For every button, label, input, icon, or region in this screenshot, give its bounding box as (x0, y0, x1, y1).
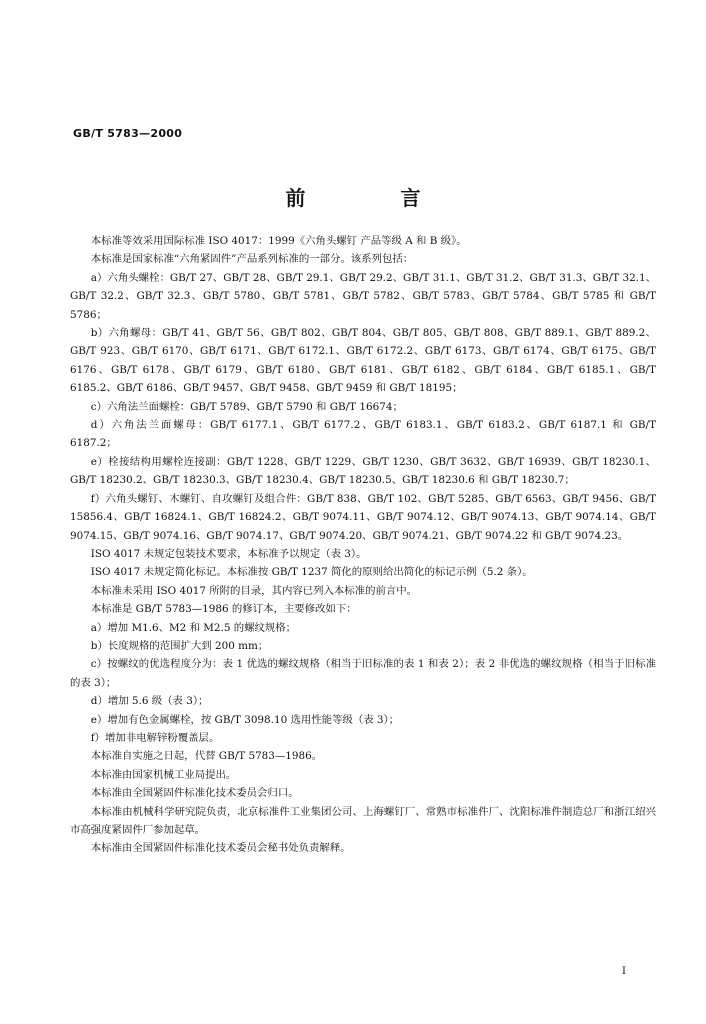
list-item-change-d: d）增加 5.6 级（表 3）； (90, 695, 209, 708)
list-item-change-e: e）增加有色金属螺栓，按 GB/T 3098.10 选用性能等级（表 3）； (90, 713, 400, 726)
paragraph-contents: 本标准未采用 ISO 4017 所附的目录，其内容已列入本标准的前言中。 (90, 584, 418, 597)
paragraph-packaging: ISO 4017 未规定包装技术要求，本标准予以规定（表 3）。 (90, 547, 367, 560)
list-item-hex-nuts: b）六角螺母：GB/T 41、GB/T 56、GB/T 802、GB/T 804、GB/T 805、GB/T 808、GB/T 889.1、GB/T 889.2、GB/T 923、GB/T 6170、GB/T 6171、GB/T 6172.1、GB/T 6172.2、GB/T 6173、GB/T 6174、GB/T 6175、GB/T 6176、GB/T 6178、GB/T 6179、GB/T 6180、GB/T 6181、GB/T 6182、GB/T 6184、GB/T 6185.1、GB/T 6185.2、GB/T 6186、GB/T 9457、GB/T 9458、GB/T 9459 和 GB/T 18195； (70, 327, 656, 395)
paragraph-marking: ISO 4017 未规定简化标记。本标准按 GB/T 1237 简化的原则给出简化的标记示例（5.2 条）。 (90, 566, 533, 579)
list-item-hex-bolts: a）六角头螺栓：GB/T 27、GB/T 28、GB/T 29.1、GB/T 29.2、GB/T 31.1、GB/T 31.2、GB/T 31.3、GB/T 32.1、GB/T 32.2、GB/T 32.3、GB/T 5780、GB/T 5781、GB/T 5782、GB/T 5783、GB/T 5784、GB/T 5785 和 GB/T 5786； (70, 271, 656, 321)
list-item-change-c: c）按螺纹的优选程度分为：表 1 优选的螺纹规格（相当于旧标准的表 1 和表 2）；表 2 非优选的螺纹规格（相当于旧标准的表 3）； (70, 658, 656, 689)
paragraph-replaces: 本标准自实施之日起，代替 GB/T 5783—1986。 (90, 750, 323, 763)
paragraph-proposed-by: 本标准由国家机械工业局提出。 (90, 768, 237, 781)
foreword-body (70, 232, 656, 858)
list-item-screws-assemblies: f）六角头螺钉、木螺钉、自攻螺钉及组合件：GB/T 838、GB/T 102、GB/T 5285、GB/T 6563、GB/T 9456、GB/T 15856.4、GB/T 16824.1、GB/T 16824.2、GB/T 9074.11、GB/T 9074.12、GB/T 9074.13、GB/T 9074.14、GB/T 9074.15、GB/T 9074.16、GB/T 9074.17、GB/T 9074.20、GB/T 9074.21、GB/T 9074.22 和 GB/T 9074.23。 (70, 492, 656, 542)
list-item-change-a: a）增加 M1.6、M2 和 M2.5 的螺纹规格； (90, 621, 297, 634)
standard-code-header: GB/T 5783—2000 (73, 127, 183, 140)
paragraph-series-intro: 本标准是国家标准“六角紧固件”产品系列标准的一部分。该系列包括： (90, 253, 414, 266)
paragraph-revision-intro: 本标准是 GB/T 5783—1986 的修订本，主要修改如下： (90, 603, 357, 616)
page-title: 前 言 (285, 186, 465, 210)
list-item-flange-bolts: c）六角法兰面螺栓：GB/T 5789、GB/T 5790 和 GB/T 16674； (90, 400, 403, 413)
paragraph-drafted-by: 本标准由机械科学研究院负责，北京标准件工业集团公司、上海螺钉厂、常熟市标准件厂、沈阳标准件制造总厂和浙江绍兴市高强度紧固件厂参加起草。 (70, 805, 656, 836)
list-item-change-f: f）增加非电解锌粉覆盖层。 (90, 731, 220, 744)
list-item-flange-nuts: d）六角法兰面螺母：GB/T 6177.1、GB/T 6177.2、GB/T 6183.1、GB/T 6183.2、GB/T 6187.1 和 GB/T 6187.2； (70, 419, 656, 450)
paragraph-under-jurisdiction: 本标准由全国紧固件标准化技术委员会归口。 (90, 787, 299, 800)
paragraph-interpretation: 本标准由全国紧固件标准化技术委员会秘书处负责解释。 (90, 842, 351, 855)
paragraph-equivalence: 本标准等效采用国际标准 ISO 4017：1999《六角头螺钉 产品等级 A 和 B 级》。 (90, 235, 467, 247)
list-item-structural-bolting: e）栓接结构用螺栓连接副：GB/T 1228、GB/T 1229、GB/T 1230、GB/T 3632、GB/T 16939、GB/T 18230.1、GB/T 18230.2、GB/T 18230.3、GB/T 18230.4、GB/T 18230.5、GB/T 18230.6 和 GB/T 18230.7； (70, 455, 656, 487)
list-item-change-b: b）长度规格的范围扩大到 200 mm； (90, 639, 269, 652)
page-number: I (622, 966, 626, 977)
